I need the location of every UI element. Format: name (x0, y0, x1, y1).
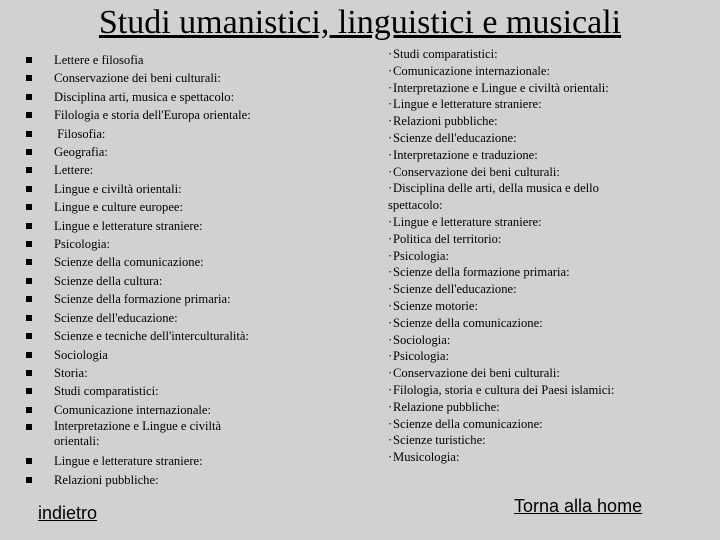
dot-bullet-icon: · (388, 433, 393, 448)
list-item: ·Filologia, storia e cultura dei Paesi islamici: (388, 382, 615, 397)
list-item: ·Scienze della comunicazione: (388, 416, 543, 431)
square-bullet-icon (26, 241, 32, 247)
square-bullet-icon (26, 131, 32, 137)
list-item: ·Interpretazione e Lingue e civiltà orientali: (388, 80, 609, 95)
dot-bullet-icon: · (388, 332, 393, 347)
list-item: ·Scienze dell'educazione: (388, 282, 517, 297)
list-item: Scienze della cultura: (26, 272, 376, 290)
dot-bullet-icon: · (388, 315, 393, 330)
home-link[interactable]: Torna alla home (514, 496, 643, 516)
list-item: ·Relazione pubbliche: (388, 399, 500, 414)
page-title: Studi umanistici, linguistici e musicali (98, 4, 622, 41)
list-item: Interpretazione e Lingue e civiltà orientali: (26, 419, 244, 452)
list-item: ·Scienze della comunicazione: (388, 315, 543, 330)
dot-bullet-icon: · (388, 349, 393, 364)
square-bullet-icon (26, 149, 32, 155)
back-link[interactable]: indietro (38, 503, 98, 523)
list-item: Lingue e civiltà orientali: (26, 180, 376, 198)
dot-bullet-icon: · (388, 416, 393, 431)
list-item: ·Relazioni pubbliche: (388, 114, 498, 129)
right-course-list (388, 46, 656, 466)
list-item: Conservazione dei beni culturali: (26, 69, 376, 87)
dot-bullet-icon: · (388, 47, 393, 61)
dot-bullet-icon: · (388, 399, 393, 414)
list-item: Lettere e filosofia (26, 51, 376, 69)
list-item: ·Sociologia: (388, 332, 451, 347)
square-bullet-icon (26, 57, 32, 63)
list-item: Scienze della formazione primaria: (26, 290, 376, 308)
square-bullet-icon (26, 315, 32, 321)
list-item: Studi comparatistici: (26, 382, 376, 400)
square-bullet-icon (26, 75, 32, 81)
dot-bullet-icon: · (388, 63, 393, 78)
list-item: ·Psicologia: (388, 248, 449, 263)
list-item: ·Scienze dell'educazione: (388, 130, 517, 145)
dot-bullet-icon: · (388, 265, 393, 280)
square-bullet-icon (26, 407, 32, 413)
square-bullet-icon (26, 333, 32, 339)
dot-bullet-icon: · (388, 181, 393, 196)
dot-bullet-icon: · (388, 214, 393, 229)
list-item: ·Lingue e letterature straniere: (388, 97, 542, 112)
square-bullet-icon (26, 352, 32, 358)
list-item: ·Scienze della formazione primaria: (388, 265, 570, 280)
left-course-list (26, 51, 376, 489)
dot-bullet-icon: · (388, 382, 393, 397)
dot-bullet-icon: · (388, 248, 393, 263)
list-item: Disciplina arti, musica e spettacolo: (26, 88, 376, 106)
square-bullet-icon (26, 112, 32, 118)
dot-bullet-icon: · (388, 97, 393, 112)
list-item: ·Scienze turistiche: (388, 433, 486, 448)
list-item: ·Lingue e letterature straniere: (388, 214, 542, 229)
square-bullet-icon (26, 167, 32, 173)
list-item: Geografia: (26, 143, 376, 161)
square-bullet-icon (26, 186, 32, 192)
square-bullet-icon (26, 259, 32, 265)
list-item: Lettere: (26, 161, 376, 179)
list-item: ·Politica del territorio: (388, 231, 502, 246)
list-item: Scienze dell'educazione: (26, 309, 376, 327)
list-item: Relazioni pubbliche: (26, 471, 376, 489)
square-bullet-icon (26, 94, 32, 100)
square-bullet-icon (26, 477, 32, 483)
list-item: ·Interpretazione e traduzione: (388, 147, 538, 162)
dot-bullet-icon: · (388, 450, 393, 465)
square-bullet-icon (26, 388, 32, 394)
list-item: ·Conservazione dei beni culturali: (388, 366, 560, 381)
list-item: ·Disciplina delle arti, della musica e dello spettacolo: (388, 181, 599, 213)
dot-bullet-icon: · (388, 130, 393, 145)
dot-bullet-icon: · (388, 366, 393, 381)
list-item: Storia: (26, 364, 376, 382)
list-item: ·Studi comparatistici: (388, 47, 498, 61)
square-bullet-icon (26, 204, 32, 210)
list-item: Sociologia (26, 346, 376, 364)
dot-bullet-icon: · (388, 80, 393, 95)
list-item: Lingue e letterature straniere: (26, 452, 376, 470)
dot-bullet-icon: · (388, 147, 393, 162)
list-item: ·Musicologia: (388, 450, 460, 465)
list-item: Scienze e tecniche dell'interculturalità: (26, 327, 376, 345)
square-bullet-icon (26, 223, 32, 229)
list-item: Filologia e storia dell'Europa orientale: (26, 106, 376, 124)
square-bullet-icon (26, 424, 32, 430)
list-item: Psicologia: (26, 235, 376, 253)
list-item: Lingue e culture europee: (26, 198, 376, 216)
list-item: ·Scienze motorie: (388, 298, 478, 313)
square-bullet-icon (26, 458, 32, 464)
dot-bullet-icon: · (388, 298, 393, 313)
dot-bullet-icon: · (388, 164, 393, 179)
square-bullet-icon (26, 370, 32, 376)
dot-bullet-icon: · (388, 231, 393, 246)
list-item: Lingue e letterature straniere: (26, 217, 376, 235)
square-bullet-icon (26, 278, 32, 284)
square-bullet-icon (26, 296, 32, 302)
list-item: ·Comunicazione internazionale: (388, 63, 551, 78)
dot-bullet-icon: · (388, 114, 393, 129)
list-item: ·Conservazione dei beni culturali: (388, 164, 560, 179)
list-item: Filosofia: (26, 125, 376, 143)
list-item: Comunicazione internazionale: (26, 401, 376, 419)
dot-bullet-icon: · (388, 282, 393, 297)
list-item: ·Psicologia: (388, 349, 449, 364)
list-item: Scienze della comunicazione: (26, 253, 376, 271)
